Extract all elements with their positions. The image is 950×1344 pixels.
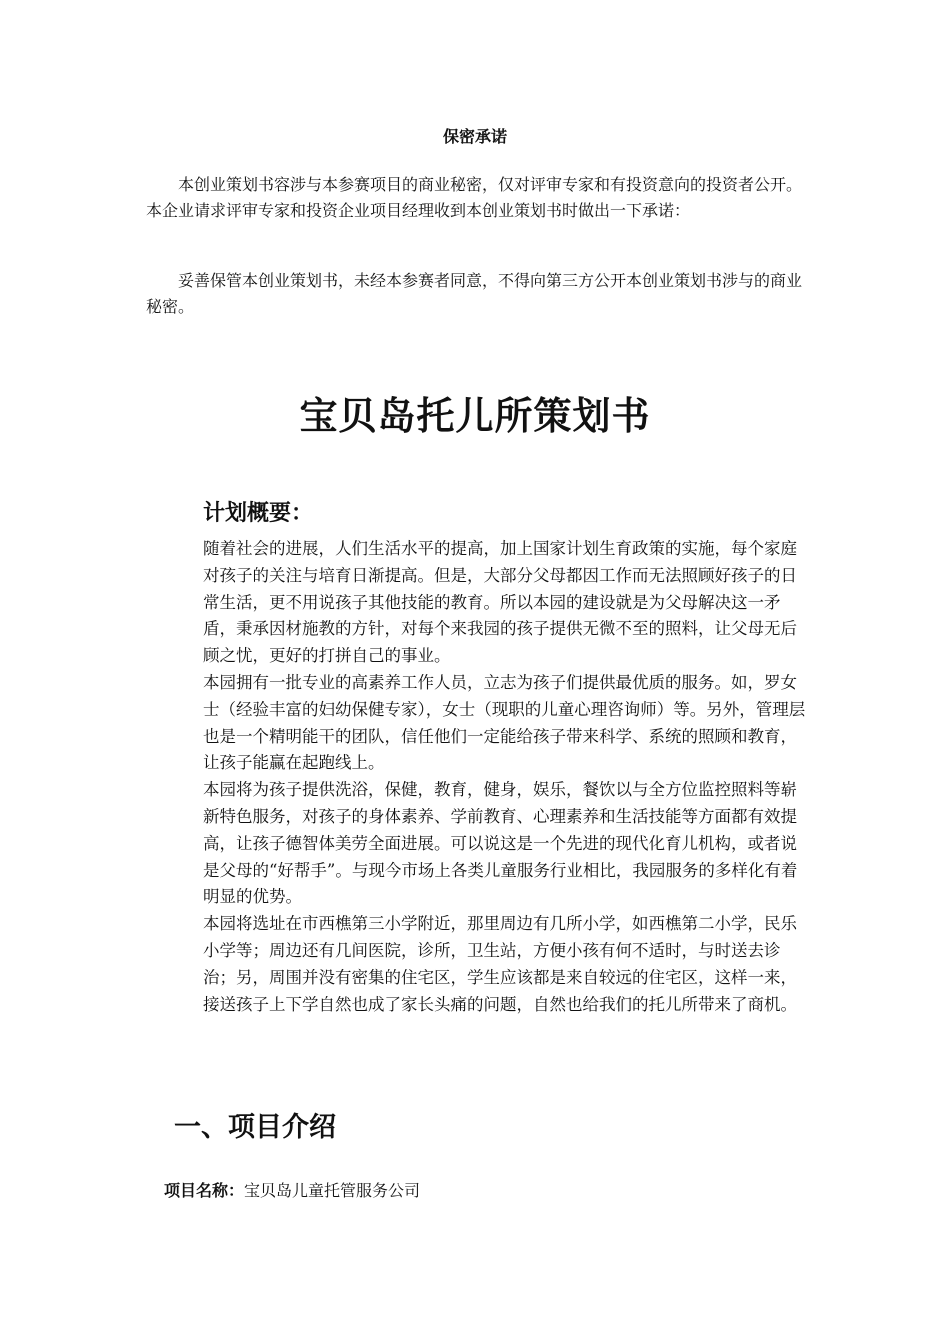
- summary-paragraph-2: 本园拥有一批专业的高素养工作人员，立志为孩子们提供最优质的服务。如，罗女士（经验丰富的妇幼保健专家），女士（现职的儿童心理咨询师）等。另外，管理层也是一个精明能干的团队，信任他们一定能给孩子带来科学、系统的照顾和教育，让孩子能赢在起跑线上。: [203, 672, 806, 773]
- summary-paragraph-3: 本园将为孩子提供洗浴，保健，教育，健身，娱乐，餐饮以与全方位监控照料等崭新特色服务，对孩子的身体素养、学前教育、心理素养和生活技能等方面都有效提高，让孩子德智体美劳全面进展。可以说这是一个先进的现代化育儿机构，或者说是父母的“好帮手”。与现今市场上各类儿童服务行业相比，我园服务的多样化有着明显的优势。: [203, 780, 798, 907]
- summary-paragraph-4: 本园将选址在市西樵第三小学附近，那里周边有几所小学，如西樵第二小学，民乐小学等；周边还有几间医院，诊所，卫生站，方便小孩有何不适时，与时送去诊治；另，周围并没有密集的住宅区，学生应该都是来自较远的住宅区，这样一来，接送孩子上下学自然也成了家长头痛的问题，自然也给我们的托儿所带来了商机。: [203, 914, 797, 1014]
- confidentiality-title: 保密承诺: [442, 127, 507, 146]
- document-title: 宝贝岛托儿所策划书: [299, 394, 651, 438]
- project-name-label: 项目名称：: [164, 1181, 245, 1200]
- confidentiality-paragraph-1: 本创业策划书容涉与本参赛项目的商业秘密，仅对评审专家和有投资意向的投资者公开。本企业请求评审专家和投资企业项目经理收到本创业策划书时做出一下承诺：: [146, 175, 803, 220]
- summary-heading: 计划概要：: [203, 501, 314, 526]
- project-name-value: 宝贝岛儿童托管服务公司: [244, 1181, 421, 1200]
- confidentiality-paragraph-2: 妥善保管本创业策划书，未经本参赛者同意，不得向第三方公开本创业策划书涉与的商业秘密。: [146, 271, 803, 316]
- project-name-line: [164, 1178, 420, 1204]
- section-heading-project-intro: 一、项目介绍: [174, 1112, 336, 1143]
- summary-paragraph-1: 随着社会的进展，人们生活水平的提高，加上国家计划生育政策的实施，每个家庭对孩子的关注与培育日渐提高。但是，大部分父母都因工作而无法照顾好孩子的日常生活，更不用说孩子其他技能的教育。所以本园的建设就是为父母解决这一矛盾，秉承因材施教的方针，对每个来我园的孩子提供无微不至的照料，让父母无后顾之忧，更好的打拼自己的事业。: [203, 539, 797, 666]
- summary-body: [203, 536, 808, 1018]
